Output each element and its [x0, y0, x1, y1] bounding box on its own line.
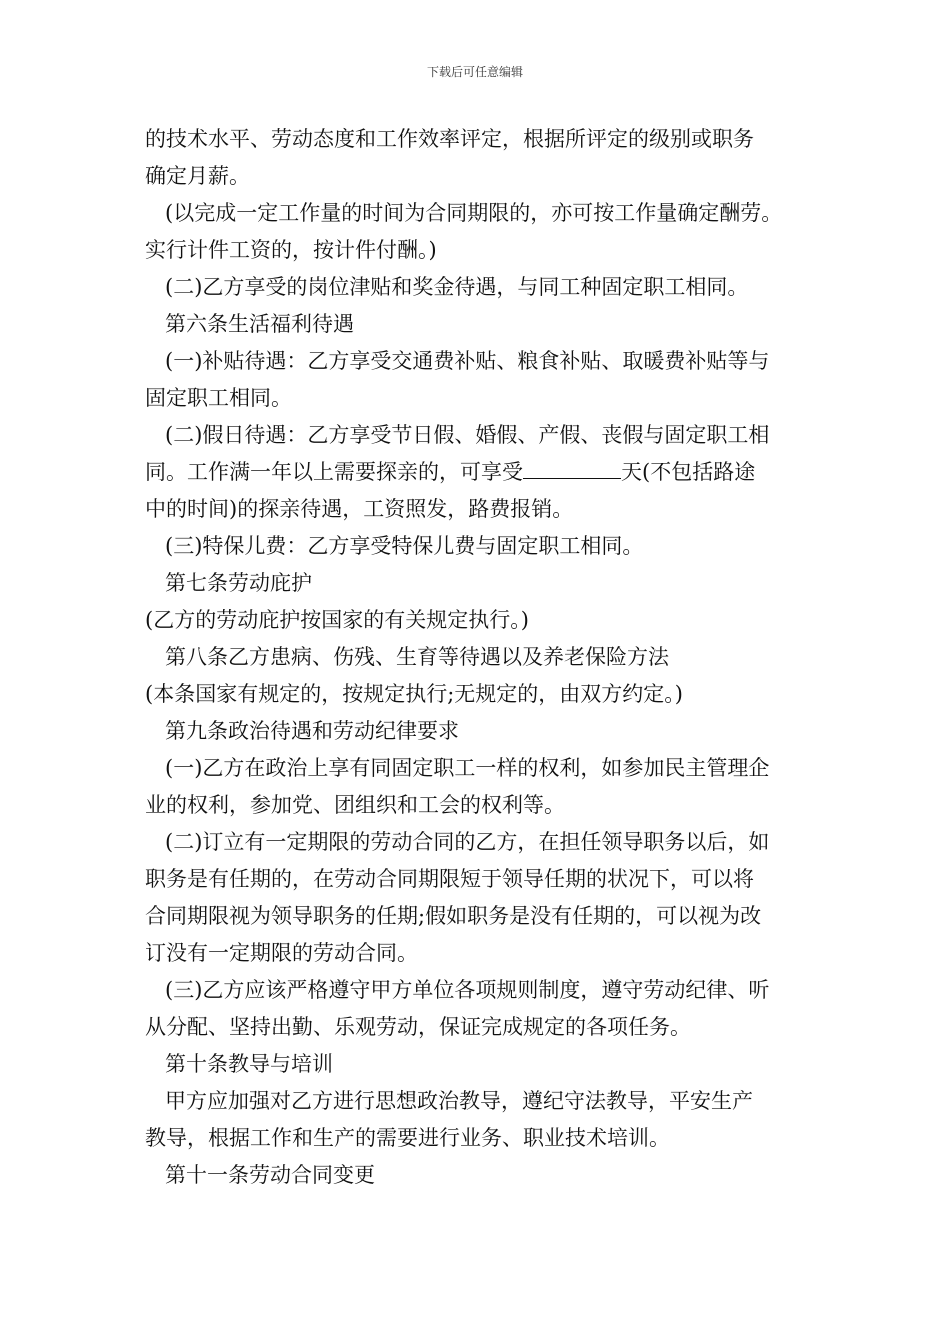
body-line: (以完成一定工作量的时间为合同期限的，亦可按工作量确定酬劳。 [165, 201, 783, 225]
body-line: 确定月薪。 [145, 164, 250, 188]
body-line: 从分配、坚持出勤、乐观劳动，保证完成规定的各项任务。 [145, 1015, 691, 1039]
body-line: 固定职工相同。 [145, 386, 292, 410]
page-header-note: 下载后可任意编辑 [426, 65, 523, 79]
body-line-part: 天(不包括路途 [621, 460, 756, 484]
body-line: (二)订立有一定期限的劳动合同的乙方，在担任领导职务以后，如 [165, 830, 770, 854]
body-line: (二)假日待遇：乙方享受节日假、婚假、产假、丧假与固定职工相 [165, 423, 770, 447]
body-line: 实行计件工资的，按计件付酬。) [145, 238, 437, 262]
body-line: 业的权利，参加党、团组织和工会的权利等。 [145, 793, 565, 817]
body-line: (二)乙方享受的岗位津贴和奖金待遇，与同工种固定职工相同。 [165, 275, 749, 299]
body-line: (一)补贴待遇：乙方享受交通费补贴、粮食补贴、取暖费补贴等与 [165, 349, 770, 373]
body-line: 职务是有任期的，在劳动合同期限短于领导任期的状况下，可以将 [145, 867, 754, 891]
body-line: 订没有一定期限的劳动合同。 [145, 941, 418, 965]
body-line: 的技术水平、劳动态度和工作效率评定，根据所评定的级别或职务 [145, 127, 754, 151]
body-line: (一)乙方在政治上享有同固定职工一样的权利，如参加民主管理企 [165, 756, 770, 780]
body-line: (乙方的劳动庇护按国家的有关规定执行。) [145, 608, 529, 632]
section-heading: 第十一条劳动合同变更 [165, 1163, 375, 1187]
section-heading: 第六条生活福利待遇 [165, 312, 354, 336]
section-heading: 第八条乙方患病、伤残、生育等待遇以及养老保险方法 [165, 645, 669, 669]
body-line: (本条国家有规定的，按规定执行;无规定的，由双方约定。) [145, 682, 683, 706]
section-heading: 第七条劳动庇护 [165, 571, 312, 595]
section-heading: 第十条教导与培训 [165, 1052, 333, 1076]
body-line: 教导，根据工作和生产的需要进行业务、职业技术培训。 [145, 1126, 670, 1150]
fill-in-blank [523, 454, 621, 479]
body-line: (三)特保儿费：乙方享受特保儿费与固定职工相同。 [165, 534, 644, 558]
body-line: (三)乙方应该严格遵守甲方单位各项规则制度，遵守劳动纪律、听 [165, 978, 770, 1002]
body-line: 合同期限视为领导职务的任期;假如职务是没有任期的，可以视为改 [145, 904, 762, 928]
body-line-with-blank [145, 454, 815, 491]
body-line: 甲方应加强对乙方进行思想政治教导，遵纪守法教导，平安生产 [165, 1089, 753, 1113]
section-heading: 第九条政治待遇和劳动纪律要求 [165, 719, 459, 743]
document-body [145, 121, 815, 1194]
body-line: 中的时间)的探亲待遇，工资照发，路费报销。 [145, 497, 574, 521]
body-line-part: 同。工作满一年以上需要探亲的，可享受 [145, 460, 523, 484]
